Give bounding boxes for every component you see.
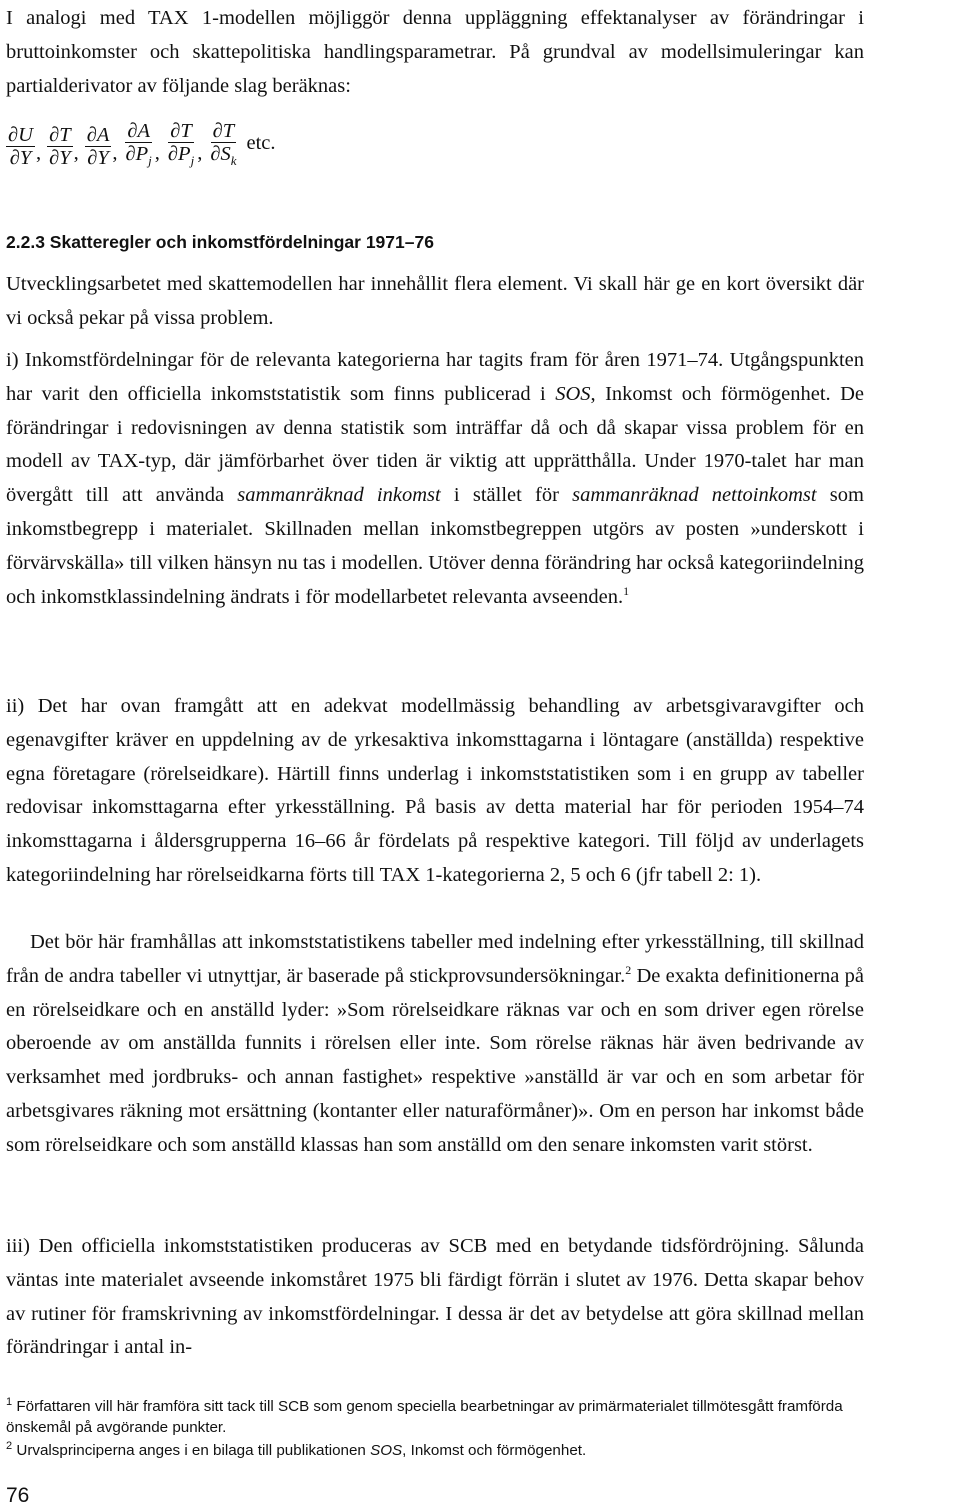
fraction-denominator: ∂Y bbox=[87, 146, 109, 169]
term-sammanraknad-nettoinkomst: sammanräknad nettoinkomst bbox=[572, 484, 817, 507]
partial-derivatives-formula bbox=[6, 120, 276, 172]
fraction-separator: , bbox=[112, 141, 118, 164]
footnote-ref-1: 1 bbox=[623, 583, 630, 598]
intro-paragraph: I analogi med TAX 1-modellen möjliggör denna uppläggning effektanalyser av förändringar i bruttoinkomster och skattepolitiska handlingsparametrar. På grundval av modellsimuleringar kan partialderivator av följande slag beräknas: bbox=[6, 7, 864, 97]
fraction-separator: , bbox=[154, 141, 160, 164]
footnote-1: $^1$ Författaren vill här framföra sitt tack till SCB som genom speciella bearbetningar av primärmaterialet tillmötesgått framförda önskemål på avgörande punkter. bbox=[6, 1395, 843, 1436]
fraction-separator: , bbox=[35, 141, 42, 164]
fraction-separator: , bbox=[197, 141, 203, 164]
item-ii-paragraph: ii) Det har ovan framgått att en adekvat modellmässig behandling av arbetsgivaravgifter och egenavgifter kräver en uppdelning av de yrkesaktiva inkomsttagarna i löntagare (anställda) respektive egna företagare (rörelseidkare). Härtill finns underlag i inkomststatistiken som i en grupp av tabeller redovisar inkomsttagarna efter yrkesställning. På basis av detta material har för perioden 1954–74 inkomsttagarna i åldersgrupperna 16–66 år fördelats på respektive kategori. Till följd av underlagets kategoriindelning har rörelseidkarna förts till TAX 1-kategorierna 2, 5 och 6 (jfr tabell 2: 1). bbox=[6, 695, 864, 886]
definition-paragraph: Det bör här framhållas att inkomststatistikens tabeller med indelning efter yrkesställning, till skillnad från de andra tabeller vi utnyttjar, är baserade på stickprovsundersökningar.$^2$ De exakta definitionerna på en rörelseidkare och en anställd lyder: »Som rörelseidkare räknas var och en som driver egen rörelse oberoende av om anställda funnits i rörelsen eller inte. Som rörelse räknas här även bedrivande av verksamhet med jordbruks- och annan fastighet» respektive »anställd är var och en som arbetar för arbetsgivares räkning mot ersättning (kontanter eller naturaförmåner)». Om en person har inkomst både som rörelseidkare och som anställd klassas han som anställd om den senare inkomsten varit störst. bbox=[6, 931, 864, 1156]
fraction-dT-dSk bbox=[208, 120, 238, 172]
sos-abbreviation: SOS bbox=[555, 382, 591, 405]
fraction-numerator: ∂T bbox=[212, 120, 235, 142]
section-heading: 2.2.3 Skatteregler och inkomstfördelningar 1971–76 bbox=[6, 232, 434, 252]
formula-etc: etc. bbox=[246, 131, 276, 154]
page-number: 76 bbox=[6, 1484, 30, 1507]
fraction-numerator: ∂U bbox=[8, 123, 33, 146]
item-i-paragraph: i) Inkomstfördelningar för de relevanta kategorierna har tagits fram för åren 1971–74. Utgångspunkten har varit den officiella inkomststatistik som finns publicerad i SOS, Inkomst och förmögenhet. De förändringar i redovisningen av denna statistik som inträffar då och då skapar vissa problem för en modell av TAX-typ, där jämförbarhet över tiden är viktig att upprätthålla. Under 1970-talet har man övergått till att använda sammanräknad inkomst i stället för sammanräknad nettoinkomst som inkomstbegrepp i materialet. Skillnaden mellan inkomstbegreppen utgörs av posten »underskott i förvärvskälla» till vilken hänsyn nu tas i modellen. Utöver denna förändring har också kategoriindelning och inkomstklassindelning ändrats i för modellarbetet relevanta avseenden.$^1$ bbox=[6, 349, 864, 608]
fraction-dT-dPj bbox=[166, 120, 208, 172]
fraction-dA-dPj bbox=[124, 120, 166, 172]
fraction-dT-dY bbox=[47, 124, 85, 169]
fraction-numerator: ∂A bbox=[127, 120, 150, 142]
fraction-dA-dY bbox=[85, 124, 124, 169]
fraction-denominator: $\partial P_j$ bbox=[167, 143, 195, 169]
fraction-numerator: ∂T bbox=[170, 120, 192, 142]
fraction-denominator: $\partial S_k$ bbox=[210, 143, 237, 169]
fraction-denominator: ∂Y bbox=[49, 146, 71, 169]
fraction-denominator: $\partial P_j$ bbox=[125, 143, 152, 169]
fraction-denominator: ∂Y bbox=[9, 146, 32, 169]
fraction-dU-dY bbox=[6, 124, 47, 169]
fraction-separator: , bbox=[73, 141, 79, 164]
item-iii-paragraph: iii) Den officiella inkomststatistiken produceras av SCB med en betydande tidsfördröjning. Sålunda väntas inte materialet avseende inkomståret 1975 bli färdigt förrän i slutet av 1976. Detta skapar behov av rutiner för framskrivning av inkomstfördelningar. I dessa är det av betydelse att göra skillnad mellan förändringar i antal in- bbox=[6, 1235, 864, 1359]
term-sammanraknad-inkomst: sammanräknad inkomst bbox=[237, 484, 441, 507]
footnote-2: $^2$ Urvalsprinciperna anges i en bilaga till publikationen SOS, Inkomst och förmögenhet. bbox=[6, 1439, 587, 1459]
section-intro-paragraph: Utvecklingsarbetet med skattemodellen har innehållit flera element. Vi skall här ge en kort översikt där vi också pekar på vissa problem. bbox=[6, 273, 864, 329]
fraction-numerator: ∂A bbox=[86, 123, 110, 146]
fraction-numerator: ∂T bbox=[49, 123, 71, 146]
footnote-ref-2: 2 bbox=[625, 962, 632, 977]
